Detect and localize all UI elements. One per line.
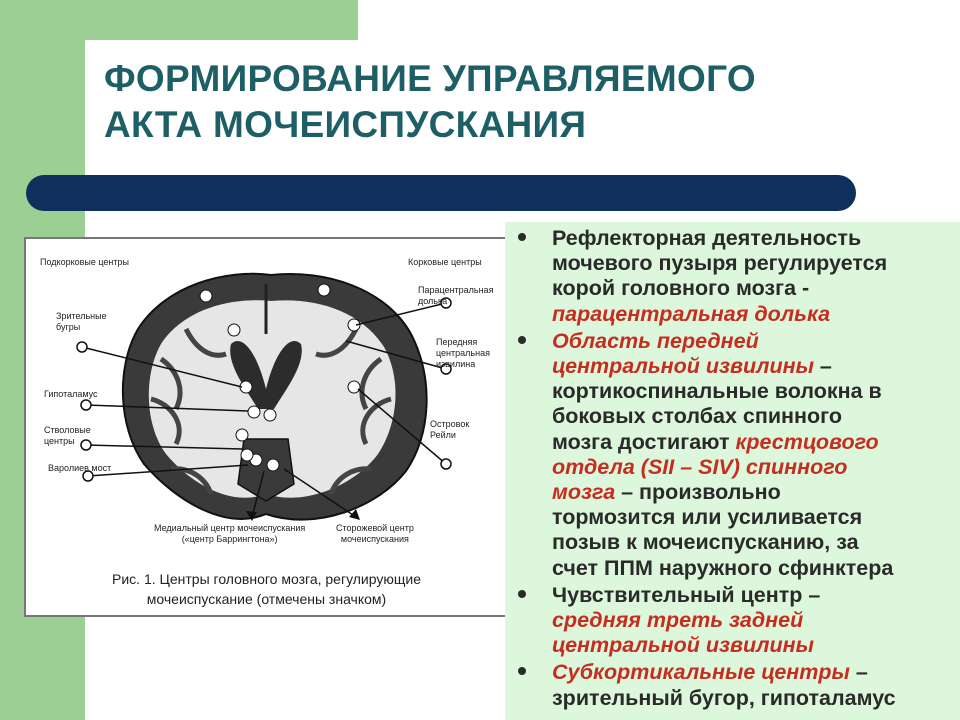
figure-caption-line-2: мочеиспускание (отмечены значком) [146,591,387,607]
bullet-2-line-5 [552,430,960,455]
title-divider-bar [26,175,856,211]
bullet-2-line-7-highlight: мозга [552,480,616,505]
bullet-2-line-5-highlight: крестцового [735,429,879,454]
slide-title [104,56,756,148]
marker-top-left [200,290,212,302]
bullet-2-line-3: кортикоспинальные волокна в [552,379,882,404]
label-paracentral: Парацентральная долька [418,285,494,306]
marker-stem-2 [267,459,279,471]
bullet-2-line-2-highlight: центральной извилины [552,354,814,379]
marker-center-2 [236,429,248,441]
bullet-2-line-1: Область передней [552,328,759,353]
label-cortical: Корковые центры [408,257,482,267]
bullet-4-line-1-highlight: Субкортикальные центры [552,660,850,685]
bullet-list [518,226,960,713]
slide-title-line-1: ФОРМИРОВАНИЕ УПРАВЛЯЕМОГО [104,58,756,99]
label-anterior: Передняя центральная извилина [436,337,490,369]
bullet-dot-icon [518,667,526,675]
bullet-3-line-2: средняя треть задней [552,608,804,633]
bullet-item-3 [518,583,960,659]
bullet-item-2 [518,329,960,581]
label-pons: Варолиев мост [48,463,112,473]
label-stem: Стволовые центры [44,425,91,446]
bullet-1-line-4: парацентральная долька [552,301,831,326]
label-hypothalamus: Гипоталамус [44,389,98,399]
bullet-2-line-10: счет ППМ наружного сфинктера [552,555,894,580]
bullet-2-line-7-rest: – произвольно [615,480,781,505]
bullet-2-line-6: отдела (SII – SIV) спинного [552,454,848,479]
marker-center-1 [264,409,276,421]
bullet-1-line-3: корой головного мозга - [552,276,810,301]
marker-stem-3 [241,449,253,461]
bullet-item-1 [518,226,960,327]
bullet-2-line-4: боковых столбах спинного [552,404,842,429]
bullet-2-line-5-start: мозга достигают [552,429,736,454]
marker-insula [348,381,360,393]
marker-top-right [318,284,330,296]
bullet-3-line-1: Чувствительный центр – [552,582,821,607]
figure-caption-line-1: Рис. 1. Центры головного мозга, регулирующие [112,571,421,587]
bullet-2-line-9: позыв к мочеиспусканию, за [552,530,859,555]
bullet-4-line-2: зрительный бугор, гипоталамус [552,685,896,710]
bullet-3-line-3: центральной извилины [552,633,814,658]
label-subcortical: Подкорковые центры [40,257,130,267]
bullet-4-line-1 [552,660,960,685]
marker-anterior-left [228,324,240,336]
bullet-dot-icon [518,233,526,241]
figure-caption [26,569,507,609]
decor-green-top [0,0,358,40]
label-medial-center: Медиальный центр мочеиспускания («центр Баррингтона») [154,523,306,544]
label-visual: Зрительные бугры [56,311,107,332]
bullet-2-line-8: тормозится или усиливается [552,505,863,530]
bullet-2-line-2-rest: – [813,354,832,379]
bullet-2-line-2 [552,354,960,379]
bullet-4-line-1-rest: – [849,660,868,685]
slide-title-line-2: АКТА МОЧЕИСПУСКАНИЯ [104,104,587,145]
brain-figure [24,237,509,617]
pointer-visual-end [77,342,87,352]
pointer-insula-end [441,459,451,469]
bullet-item-4 [518,660,960,710]
pointer-hypothalamus-end [81,400,91,410]
label-guard-center: Сторожевой центр мочеиспускания [336,523,414,544]
marker-hypothalamus [248,406,260,418]
bullet-1-line-1: Рефлекторная деятельность [552,226,862,250]
label-insula: Островок Рейли [430,419,470,440]
bullet-1-line-2: мочевого пузыря регулируется [552,251,888,276]
bullet-dot-icon [518,336,526,344]
bullet-dot-icon [518,590,526,598]
bullet-2-line-7 [552,480,960,505]
